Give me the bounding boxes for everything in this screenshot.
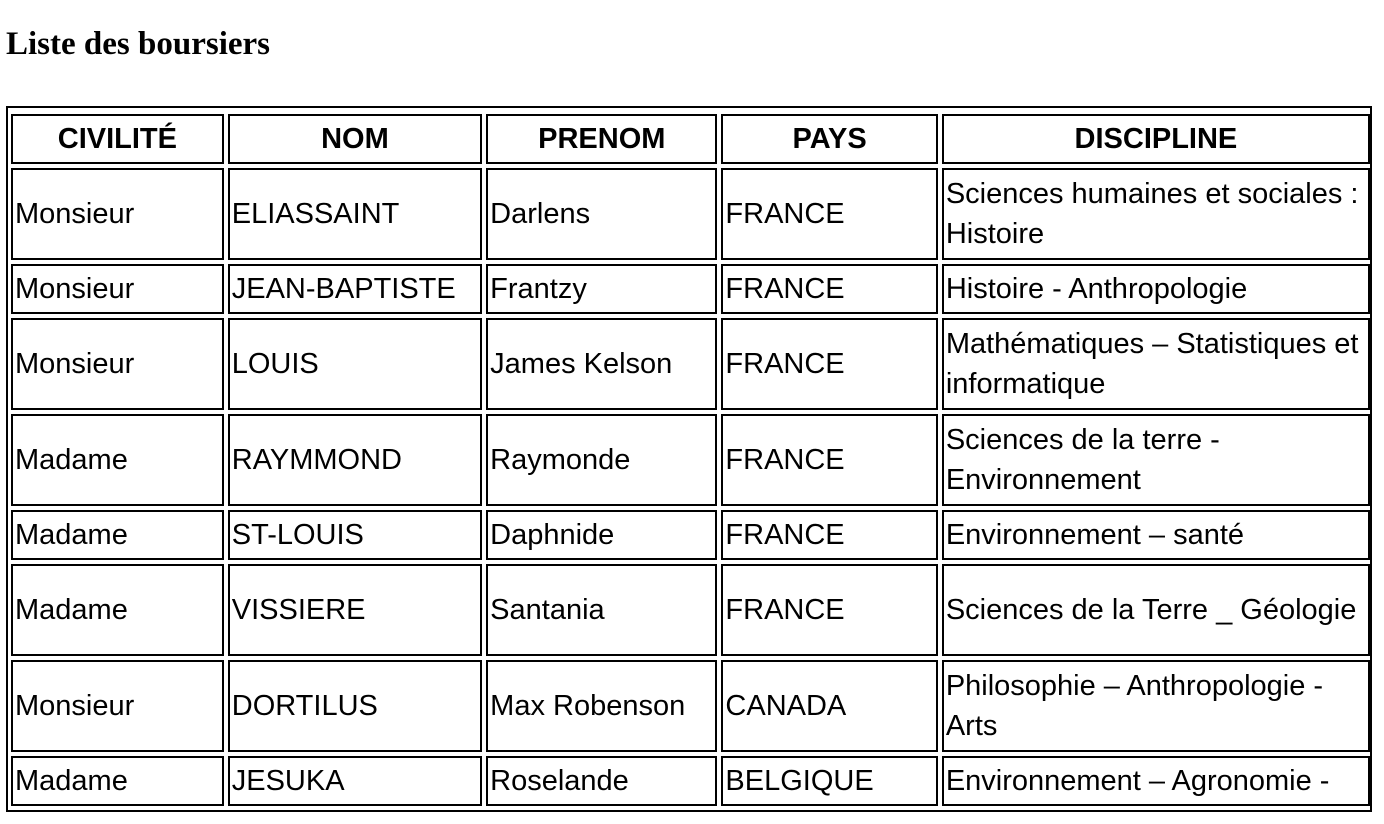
cell-prenom: Daphnide: [486, 510, 717, 560]
cell-pays: FRANCE: [721, 564, 937, 656]
cell-prenom: Darlens: [486, 168, 717, 260]
cell-civilite: Madame: [11, 414, 224, 506]
cell-discipline: Mathématiques – Statistiques et informatique: [942, 318, 1370, 410]
cell-nom: JESUKA: [228, 756, 482, 806]
cell-nom: ELIASSAINT: [228, 168, 482, 260]
cell-nom: JEAN-BAPTISTE: [228, 264, 482, 314]
cell-pays: FRANCE: [721, 168, 937, 260]
cell-civilite: Monsieur: [11, 318, 224, 410]
header-pays: PAYS: [721, 114, 937, 164]
cell-nom: LOUIS: [228, 318, 482, 410]
cell-pays: BELGIQUE: [721, 756, 937, 806]
cell-discipline: Philosophie – Anthropologie - Arts: [942, 660, 1370, 752]
header-nom: NOM: [228, 114, 482, 164]
cell-prenom: Frantzy: [486, 264, 717, 314]
table-row: [11, 264, 1370, 314]
table-header-row: [11, 114, 1370, 164]
table-row: [11, 510, 1370, 560]
cell-civilite: Monsieur: [11, 168, 224, 260]
cell-prenom: Raymonde: [486, 414, 717, 506]
cell-nom: DORTILUS: [228, 660, 482, 752]
cell-civilite: Monsieur: [11, 264, 224, 314]
cell-prenom: James Kelson: [486, 318, 717, 410]
cell-discipline: Histoire - Anthropologie: [942, 264, 1370, 314]
table-row: [11, 168, 1370, 260]
cell-discipline: Sciences humaines et sociales : Histoire: [942, 168, 1370, 260]
header-civilite: CIVILITÉ: [11, 114, 224, 164]
header-prenom: PRENOM: [486, 114, 717, 164]
cell-nom: ST-LOUIS: [228, 510, 482, 560]
header-discipline: DISCIPLINE: [942, 114, 1370, 164]
cell-civilite: Monsieur: [11, 660, 224, 752]
cell-prenom: Santania: [486, 564, 717, 656]
cell-nom: RAYMMOND: [228, 414, 482, 506]
cell-discipline: Environnement – Agronomie -: [942, 756, 1370, 806]
cell-civilite: Madame: [11, 510, 224, 560]
page-title: Liste des boursiers: [6, 26, 270, 62]
cell-nom: VISSIERE: [228, 564, 482, 656]
table-row: [11, 414, 1370, 506]
cell-pays: FRANCE: [721, 318, 937, 410]
cell-pays: FRANCE: [721, 414, 937, 506]
table-row: [11, 660, 1370, 752]
cell-civilite: Madame: [11, 756, 224, 806]
cell-prenom: Roselande: [486, 756, 717, 806]
cell-discipline: Sciences de la Terre _ Géologie: [942, 564, 1370, 656]
cell-prenom: Max Robenson: [486, 660, 717, 752]
scholars-table-frame: [6, 106, 1372, 812]
cell-pays: FRANCE: [721, 510, 937, 560]
table-row: [11, 756, 1370, 806]
cell-pays: CANADA: [721, 660, 937, 752]
table-row: [11, 318, 1370, 410]
scholars-table: [7, 110, 1374, 810]
table-row: [11, 564, 1370, 656]
cell-discipline: Sciences de la terre - Environnement: [942, 414, 1370, 506]
cell-pays: FRANCE: [721, 264, 937, 314]
cell-civilite: Madame: [11, 564, 224, 656]
cell-discipline: Environnement – santé: [942, 510, 1370, 560]
